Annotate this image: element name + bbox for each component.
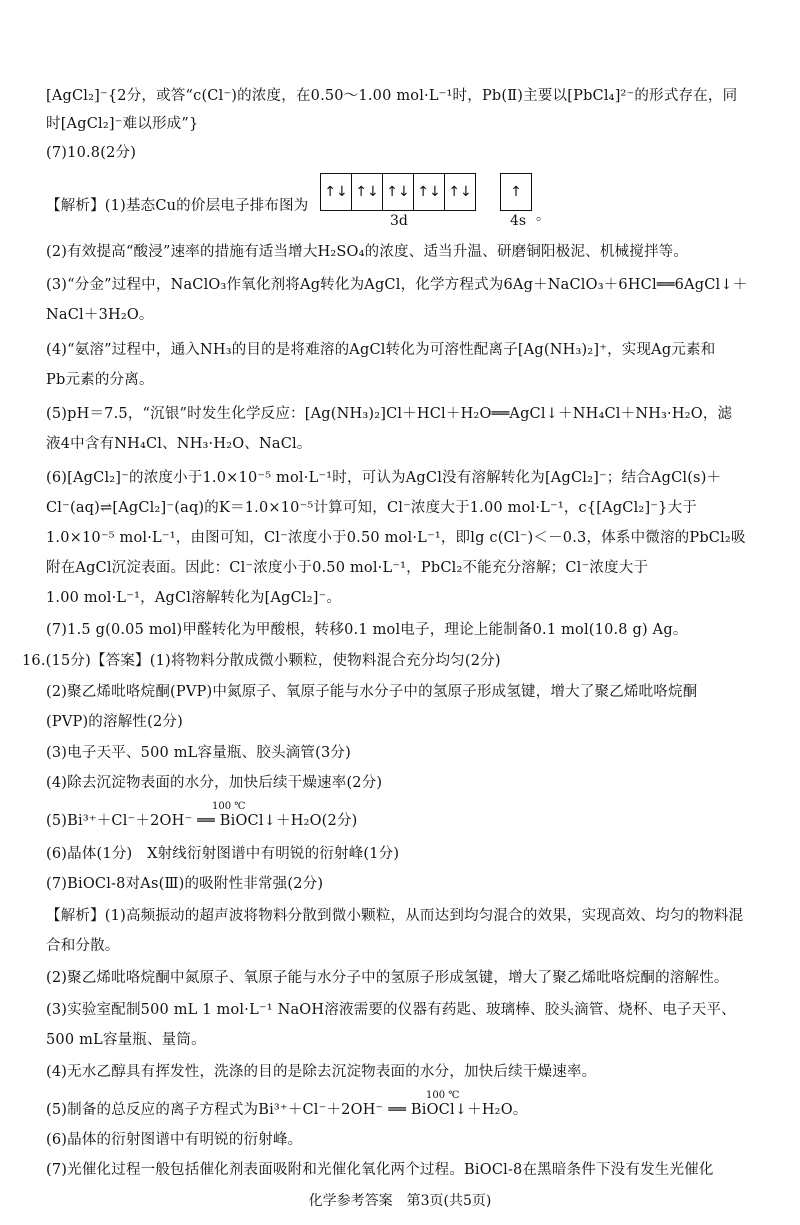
text-line: (7)BiOCl-8对As(Ⅲ)的吸附性非常强(2分) — [46, 876, 324, 892]
text-line: 500 mL容量瓶、量筒。 — [46, 1032, 206, 1048]
text-line: (4)无水乙醇具有挥发性，洗涤的目的是除去沉淀物表面的水分，加快后续干燥速率。 — [46, 1064, 597, 1080]
reaction-condition: 100 ℃ — [426, 1090, 460, 1101]
period-mark: 。 — [536, 208, 550, 224]
orbital-box: ↑↓ — [414, 174, 445, 210]
text-line: (7)10.8(2分) — [46, 145, 137, 161]
orbital-4s-box — [500, 173, 532, 211]
question-16-heading: 16.(15分)【答案】(1)将物料分散成微小颗粒，使物料混合充分均匀(2分) — [22, 653, 501, 669]
text-line: 附在AgCl沉淀表面。因此：Cl⁻浓度小于0.50 mol·L⁻¹，PbCl₂不能充分溶解；Cl⁻浓度大于 — [46, 560, 649, 576]
orbital-3d-label: 3d — [390, 213, 408, 229]
text-line: (3)“分金”过程中，NaClO₃作氧化剂将Ag转化为AgCl，化学方程式为6Ag＋NaClO₃＋6HCl══6AgCl↓＋ — [46, 277, 748, 293]
text-line: (2)有效提高“酸浸”速率的措施有适当增大H₂SO₄的浓度、适当升温、研磨铜阳极泥、机械搅拌等。 — [46, 244, 689, 260]
text-line: (5)pH＝7.5，“沉银”时发生化学反应：[Ag(NH₃)₂]Cl＋HCl＋H₂O══AgCl↓＋NH₄Cl＋NH₃·H₂O，滤 — [46, 406, 733, 422]
orbital-4s-label: 4s — [510, 213, 527, 229]
orbital-3d-boxes — [320, 173, 476, 211]
text-line: 1.0×10⁻⁵ mol·L⁻¹，由图可知，Cl⁻浓度小于0.50 mol·L⁻¹，即lg c(Cl⁻)＜－0.3，体系中微溶的PbCl₂吸 — [46, 530, 746, 546]
text-line: (6)[AgCl₂]⁻的浓度小于1.0×10⁻⁵ mol·L⁻¹时，可认为AgCl没有溶解转化为[AgCl₂]⁻；结合AgCl(s)＋ — [46, 470, 722, 486]
reaction-condition: 100 ℃ — [212, 801, 246, 812]
orbital-box: ↑↓ — [352, 174, 383, 210]
text-line: (2)聚乙烯吡咯烷酮(PVP)中氮原子、氧原子能与水分子中的氢原子形成氢键，增大了聚乙烯吡咯烷酮 — [46, 684, 698, 700]
text-line: Pb元素的分离。 — [46, 372, 154, 388]
page-footer: 化学参考答案 第3页(共5页) — [308, 1193, 492, 1209]
text-line: (4)除去沉淀物表面的水分，加快后续干燥速率(2分) — [46, 775, 383, 791]
text-line: (PVP)的溶解性(2分) — [46, 714, 183, 730]
text-line: 合和分散。 — [46, 938, 120, 954]
text-line: [AgCl₂]⁻{2分，或答“c(Cl⁻)的浓度，在0.50～1.00 mol·L⁻¹时，Pb(Ⅱ)主要以[PbCl₄]²⁻的形式存在，同 — [46, 88, 738, 104]
text-line: (2)聚乙烯吡咯烷酮中氮原子、氧原子能与水分子中的氢原子形成氢键，增大了聚乙烯吡咯烷酮的溶解性。 — [46, 970, 729, 986]
text-line: 【解析】(1)高频振动的超声波将物料分散到微小颗粒，从而达到均匀混合的效果，实现高效、均匀的物料混 — [46, 908, 744, 924]
text-line: (3)实验室配制500 mL 1 mol·L⁻¹ NaOH溶液需要的仪器有药匙、玻璃棒、胶头滴管、烧杯、电子天平、 — [46, 1002, 736, 1018]
orbital-box: ↑ — [510, 184, 522, 200]
orbital-box: ↑↓ — [448, 184, 472, 200]
text-line: 液4中含有NH₄Cl、NH₃·H₂O、NaCl。 — [46, 436, 312, 452]
equation-line: (5)制备的总反应的离子方程式为Bi³⁺＋Cl⁻＋2OH⁻ ══ BiOCl↓＋H₂O。 — [46, 1102, 528, 1118]
text-line: (4)“氨溶”过程中，通入NH₃的目的是将难溶的AgCl转化为可溶性配离子[Ag(NH₃)₂]⁺，实现Ag元素和 — [46, 342, 716, 358]
equation-line: (5)Bi³⁺＋Cl⁻＋2OH⁻ ══ BiOCl↓＋H₂O(2分) — [46, 813, 358, 829]
text-line: 【解析】(1)基态Cu的价层电子排布图为 — [46, 198, 309, 214]
text-line: 时[AgCl₂]⁻难以形成”} — [46, 116, 199, 132]
text-line: 1.00 mol·L⁻¹，AgCl溶解转化为[AgCl₂]⁻。 — [46, 590, 342, 606]
text-line: (6)晶体的衍射图谱中有明锐的衍射峰。 — [46, 1132, 303, 1148]
text-line: (7)1.5 g(0.05 mol)甲醛转化为甲酸根，转移0.1 mol电子，理论上能制备0.1 mol(10.8 g) Ag。 — [46, 622, 688, 638]
text-line: (3)电子天平、500 mL容量瓶、胶头滴管(3分) — [46, 745, 351, 761]
text-line: Cl⁻(aq)⇌[AgCl₂]⁻(aq)的K＝1.0×10⁻⁵计算可知，Cl⁻浓度大于1.00 mol·L⁻¹，c{[AgCl₂]⁻}大于 — [46, 500, 697, 516]
text-line: (7)光催化过程一般包括催化剂表面吸附和光催化氧化两个过程。BiOCl-8在黑暗条件下没有发生光催化 — [46, 1162, 714, 1178]
orbital-box: ↑↓ — [383, 174, 414, 210]
orbital-box: ↑↓ — [321, 174, 352, 210]
text-line: (6)晶体(1分) X射线衍射图谱中有明锐的衍射峰(1分) — [46, 846, 400, 862]
text-line: NaCl＋3H₂O。 — [46, 307, 154, 323]
